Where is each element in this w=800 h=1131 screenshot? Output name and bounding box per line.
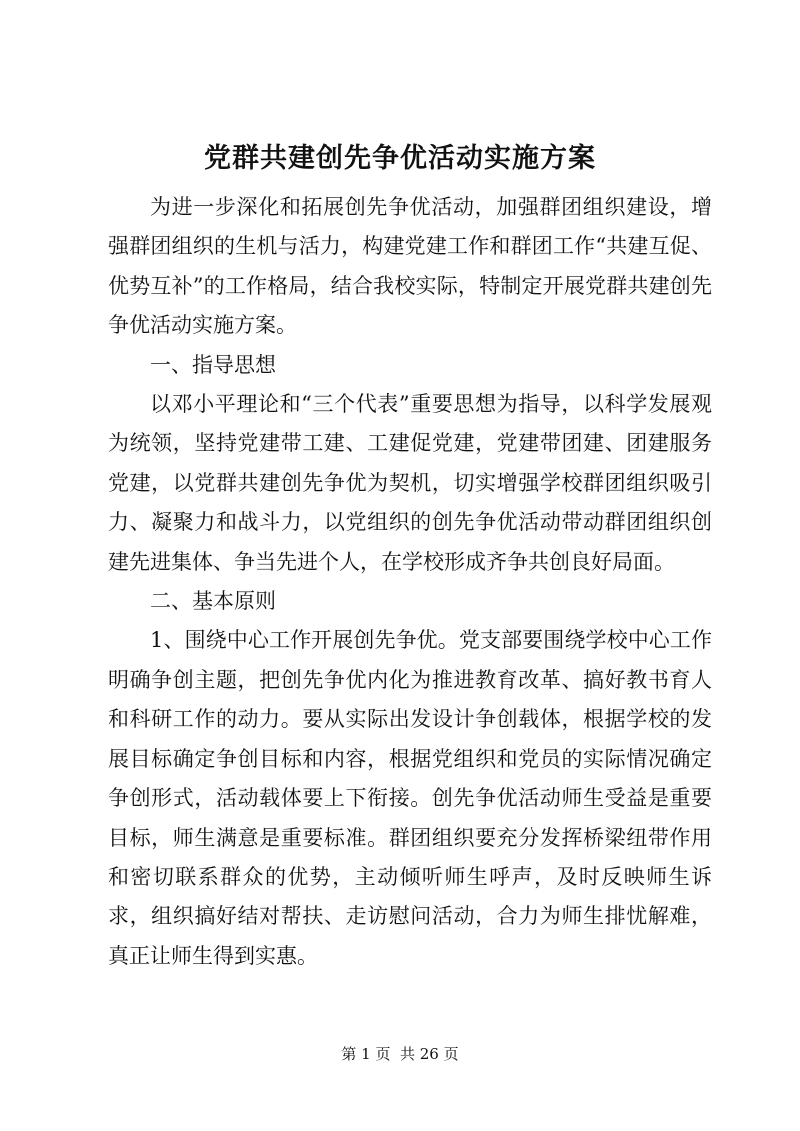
page-number-footer [0,1044,800,1064]
document-title: 党群共建创先争优活动实施方案 [204,143,596,174]
page-number-label: 第 1 页 共 26 页 [341,1045,459,1063]
document-body [108,188,712,976]
intro-paragraph: 为进一步深化和拓展创先争优活动，加强群团组织建设，增强群团组织的生机与活力，构建党建工作和群团工作“共建互促、优势互补”的工作格局，结合我校实际，特制定开展党群共建创先争优活动实施方案。 [108,195,712,338]
section-heading-guiding-ideology: 一、指导思想 [150,352,276,377]
guiding-ideology-paragraph: 以邓小平理论和“三个代表”重要思想为指导，以科学发展观为统领，坚持党建带工建、工建促党建，党建带团建、团建服务党建，以党群共建创先争优为契机，切实增强学校群团组织吸引力、凝聚力和战斗力，以党组织的创先争优活动带动群团组织创建先进集体、争当先进个人，在学校形成齐争共创良好局面。 [108,392,712,574]
section-heading-basic-principles: 二、基本原则 [150,589,276,614]
principle-1-paragraph: 1、围绕中心工作开展创先争优。党支部要围绕学校中心工作明确争创主题，把创先争优内化为推进教育改革、搞好教书育人和科研工作的动力。要从实际出发设计争创载体，根据学校的发展目标确定争创目标和内容，根据党组织和党员的实际情况确定争创形式，活动载体要上下衔接。创先争优活动师生受益是重要目标，师生满意是重要标准。群团组织要充分发挥桥梁纽带作用和密切联系群众的优势，主动倾听师生呼声，及时反映师生诉求，组织搞好结对帮扶、走访慰问活动，合力为师生排忧解难，真正让师生得到实惠。 [108,628,712,968]
